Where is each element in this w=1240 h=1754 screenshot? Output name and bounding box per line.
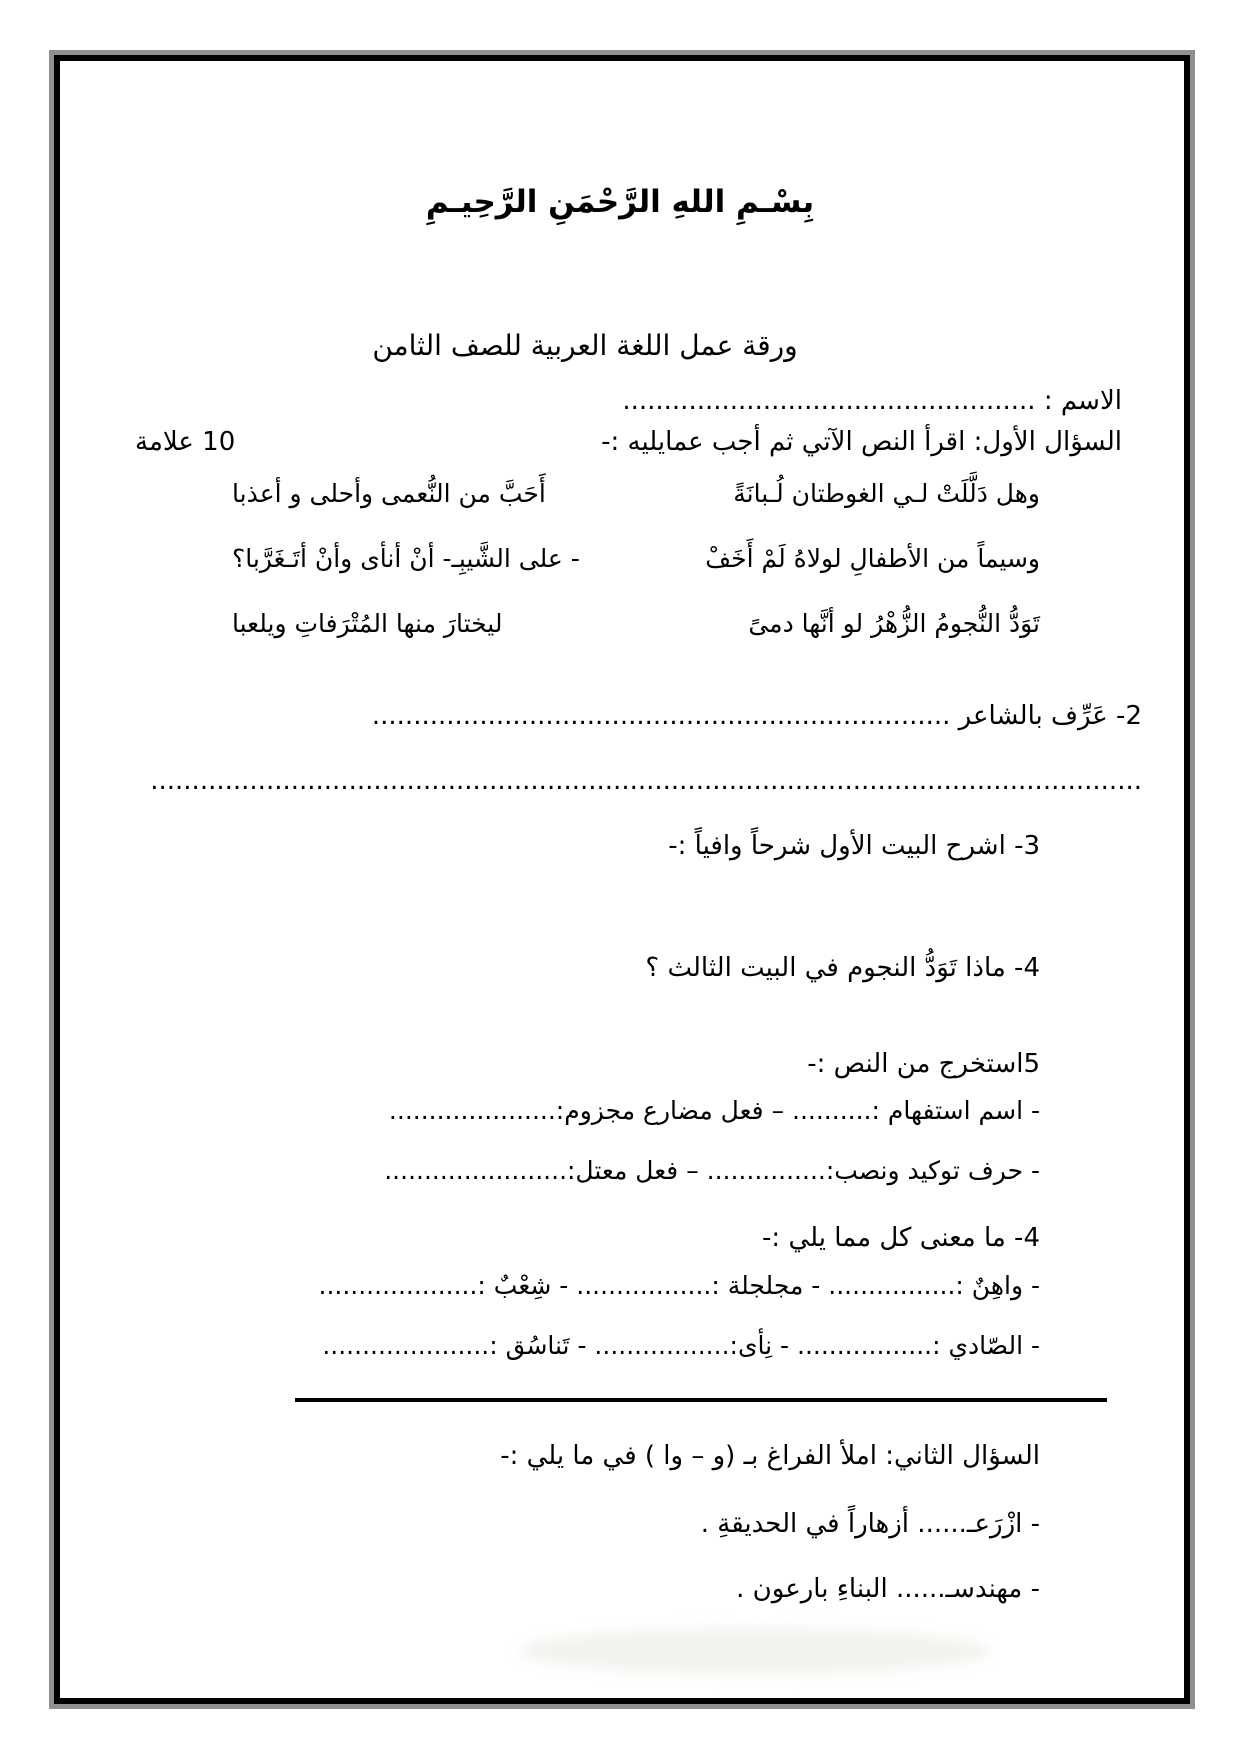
poem-line	[232, 478, 1040, 511]
poem-hemistich-right: تَوَدُّ النُّجومُ الزُّهْرُ لو أنَّها دمىً	[748, 609, 1040, 638]
answer-dots-line: ........................................................................................................................	[150, 766, 1142, 796]
question-5-header: 5استخرج من النص :-	[807, 1049, 1040, 1079]
meaning-item-2: - الصّادي :................. - نِأى:................. - تَناسُق :.....................	[322, 1331, 1040, 1360]
extraction-item-2: - حرف توكيد ونصب:............... – فعل معتل:.......................	[384, 1156, 1040, 1185]
poem-line	[232, 543, 1040, 576]
scan-smudge	[520, 1628, 990, 1674]
meaning-item-1: - واهِنٌ :................ - مجلجلة :................. - شِعْبٌ :....................	[318, 1271, 1040, 1300]
poem-line	[232, 608, 1040, 641]
question-1-header: السؤال الأول: اقرأ النص الآتي ثم أجب عمايليه :-	[601, 427, 1122, 457]
poem-hemistich-right: وهل دَلَّلَتْ لـي الغوطتان لُـبانَةً	[733, 479, 1040, 508]
question-2: 2- عَرِّف بالشاعر ......................................................................	[371, 701, 1142, 731]
poem-hemistich-left: - على الشَّيبِـ- أنْ أنأى وأنْ أتَـغَرَّبا؟	[232, 544, 580, 573]
fill-item-1: - ازْرَعـ...... أزهاراً في الحديقةِ .	[700, 1509, 1040, 1539]
basmala-calligraphy: بِسْـمِ اللهِ الرَّحْمَنِ الرَّحِيـمِ	[425, 184, 815, 220]
question-meaning-header: 4- ما معنى كل مما يلي :-	[762, 1223, 1040, 1253]
poem-hemistich-right: وسيماً من الأطفالِ لولاهُ لَمْ أَخَفْ	[705, 544, 1040, 573]
worksheet-title: ورقة عمل اللغة العربية للصف الثامن	[372, 329, 798, 362]
poem-hemistich-left: ليختارَ منها المُتْرَفاتِ ويلعبا	[232, 609, 503, 638]
marks-label: 10 علامة	[135, 427, 236, 457]
question-3: 3- اشرح البيت الأول شرحاً وافياً :-	[668, 831, 1040, 861]
poem-hemistich-left: أَحَبَّ من النُّعمى وأحلى و أعذبا	[232, 479, 546, 508]
question-4: 4- ماذا تَوَدُّ النجوم في البيت الثالث ؟	[645, 953, 1040, 983]
name-line: الاسم : ..................................................	[622, 386, 1122, 416]
question-second-header: السؤال الثاني: املأ الفراغ بـ (و – وا ) في ما يلي :-	[500, 1441, 1040, 1471]
extraction-item-1: - اسم استفهام :.......... – فعل مضارع مجزوم:.....................	[388, 1096, 1040, 1125]
section-divider	[295, 1398, 1107, 1402]
fill-item-2: - مهندسـ...... البناءِ بارعون .	[736, 1574, 1040, 1604]
